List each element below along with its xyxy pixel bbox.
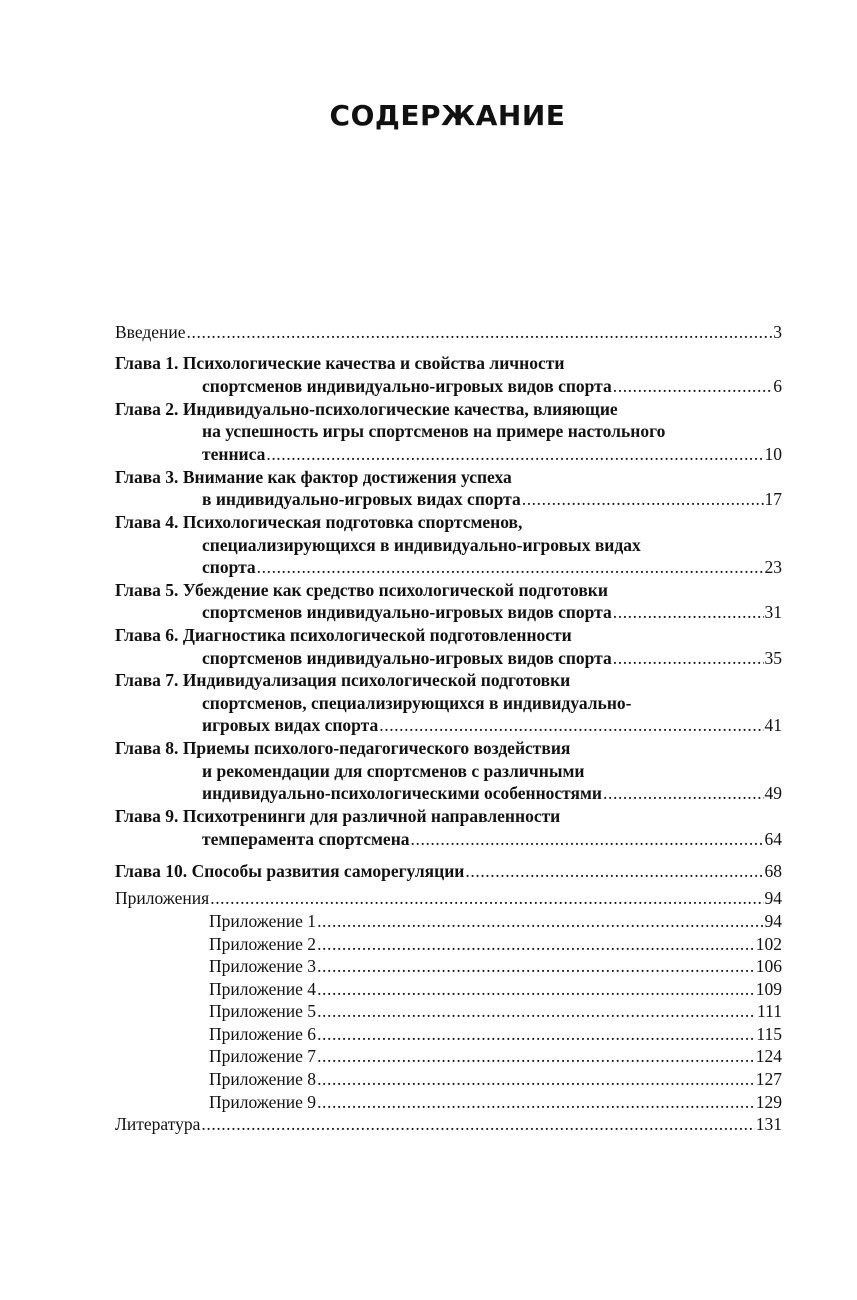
toc-page-number: 111 <box>757 1001 782 1021</box>
toc-appendix-9[interactable] <box>209 1092 782 1115</box>
toc-leader <box>522 489 764 510</box>
chapter-title-line: Психологические качества и свойства личности <box>182 353 565 373</box>
chapter-title-line: спорта <box>202 557 256 577</box>
toc-entry-text: Приложение 6 <box>209 1024 317 1044</box>
chapter-title-line: спортсменов индивидуально-игровых видов спорта <box>202 376 612 396</box>
toc-leader <box>411 829 764 850</box>
toc-chapter-4-last-line[interactable] <box>202 557 782 580</box>
toc-page-number: 49 <box>764 783 782 803</box>
chapter-title-line: Убеждение как средство психологической подготовки <box>182 580 608 600</box>
toc-appendix-3[interactable] <box>209 956 782 979</box>
chapter-title-line: спортсменов индивидуально-игровых видов спорта <box>202 648 612 668</box>
toc-leader <box>317 1024 755 1045</box>
chapter-label: Глава 6. <box>115 625 179 645</box>
chapter-title-line: специализирующихся в индивидуально-игровых видах <box>202 535 641 555</box>
chapter-title-line: на успешность игры спортсменов на примере настольного <box>202 421 666 441</box>
toc-page-number: 64 <box>764 829 782 849</box>
toc-appendix-6[interactable] <box>209 1024 782 1047</box>
toc-leader <box>210 888 763 909</box>
chapter-label: Глава 8. <box>115 738 179 758</box>
toc-entry-text: Приложение 7 <box>209 1046 317 1066</box>
toc-page-number: 115 <box>756 1024 782 1044</box>
chapter-title-line: Внимание как фактор достижения успеха <box>182 467 512 487</box>
toc-appendix-2[interactable] <box>209 934 782 957</box>
toc-page-number: 3 <box>773 322 782 342</box>
toc-appendix-5[interactable] <box>209 1001 782 1024</box>
toc-entry-appendices[interactable] <box>115 888 782 911</box>
toc-entry-text: Приложение 4 <box>209 979 317 999</box>
toc-page-number: 124 <box>755 1046 782 1066</box>
toc-leader <box>317 934 755 955</box>
chapter-title-line: спортсменов индивидуально-игровых видов спорта <box>202 602 612 622</box>
toc-page-number: 10 <box>764 444 782 464</box>
toc-leader <box>465 861 763 882</box>
toc-chapter-6-last-line[interactable] <box>202 648 782 671</box>
toc-entry-text: Литература <box>115 1114 201 1134</box>
toc-entry-text: Приложение 8 <box>209 1069 317 1089</box>
toc-chapter-6[interactable] <box>115 625 782 648</box>
toc-appendix-8[interactable] <box>209 1069 782 1092</box>
toc-entry-intro[interactable] <box>115 322 782 345</box>
toc-leader <box>613 602 764 623</box>
chapter-title-line: Приемы психолого-педагогического воздействия <box>182 738 571 758</box>
toc-leader <box>201 1114 754 1135</box>
toc-chapter-3-last-line[interactable] <box>202 489 782 512</box>
chapter-title-line: тенниса <box>202 444 266 464</box>
toc-chapter-8[interactable] <box>115 738 782 761</box>
toc-chapter-2[interactable] <box>115 399 782 422</box>
toc-page-number: 109 <box>755 979 782 999</box>
toc-entry-text: Приложение 3 <box>209 956 317 976</box>
toc-page-number: 41 <box>764 715 782 735</box>
toc-leader <box>266 444 763 465</box>
toc-entry-text: Приложение 1 <box>209 911 317 931</box>
toc-leader <box>317 1001 756 1022</box>
chapter-title-line: Способы развития саморегуляции <box>191 861 465 881</box>
toc-page-number: 6 <box>773 376 782 396</box>
toc-leader <box>317 1092 755 1113</box>
chapter-title-line: в индивидуально-игровых видах спорта <box>202 489 521 509</box>
toc-entry-text: Приложение 5 <box>209 1001 317 1021</box>
toc-page-number: 68 <box>764 861 782 881</box>
toc-page-number: 127 <box>755 1069 782 1089</box>
chapter-label: Глава 2. <box>115 399 179 419</box>
toc-page-number: 131 <box>755 1114 782 1134</box>
toc-leader <box>317 1069 755 1090</box>
toc-chapter-1-last-line[interactable] <box>202 376 782 399</box>
toc-chapter-10[interactable] <box>115 861 782 884</box>
toc-entry-text: Приложение 2 <box>209 934 317 954</box>
chapter-title-line: игровых видах спорта <box>202 715 379 735</box>
chapter-title-line: темперамента спортсмена <box>202 829 410 849</box>
toc-leader <box>379 715 763 736</box>
toc-leader <box>317 1046 755 1067</box>
toc-page-number: 31 <box>764 602 782 622</box>
toc-page-number: 23 <box>764 557 782 577</box>
toc-chapter-8-last-line[interactable] <box>202 783 782 806</box>
chapter-title-line: Психотренинги для различной направленности <box>182 806 561 826</box>
toc-entry-text: Приложения <box>115 888 210 908</box>
toc-leader <box>317 956 755 977</box>
toc-page-number: 35 <box>764 648 782 668</box>
toc-page-number: 94 <box>764 911 782 931</box>
toc-chapter-5[interactable] <box>115 580 782 603</box>
toc-appendix-1[interactable] <box>209 911 782 934</box>
toc-leader <box>603 783 763 804</box>
toc-chapter-8-line-2[interactable] <box>202 761 782 784</box>
toc-entry-text: Введение <box>115 322 186 342</box>
toc-page-number: 106 <box>755 956 782 976</box>
chapter-title-line: и рекомендации для спортсменов с различными <box>202 761 585 781</box>
toc-chapter-1[interactable] <box>115 353 782 376</box>
toc-page-number: 129 <box>755 1092 782 1112</box>
toc-chapter-2-line-2[interactable] <box>202 421 782 444</box>
toc-chapter-3[interactable] <box>115 467 782 490</box>
chapter-label: Глава 4. <box>115 512 179 532</box>
chapter-title-line: Индивидуально-психологические качества, влияющие <box>182 399 618 419</box>
toc-page-number: 17 <box>764 489 782 509</box>
toc-chapter-5-last-line[interactable] <box>202 602 782 625</box>
toc-page-number: 102 <box>755 934 782 954</box>
chapter-label: Глава 7. <box>115 670 179 690</box>
chapter-title-line: Индивидуализация психологической подготовки <box>182 670 571 690</box>
chapter-title-line: Психологическая подготовка спортсменов, <box>182 512 523 532</box>
toc-leader <box>613 376 773 397</box>
toc-appendix-7[interactable] <box>209 1046 782 1069</box>
toc-leader <box>317 911 763 932</box>
toc-chapter-9-last-line[interactable] <box>202 829 782 852</box>
toc-chapter-4-line-2[interactable] <box>202 535 782 558</box>
toc-chapter-9[interactable] <box>115 806 782 829</box>
page-title: СОДЕРЖАНИЕ <box>329 99 566 132</box>
toc-chapter-7-line-2[interactable] <box>202 693 782 716</box>
toc-entry-literature[interactable] <box>115 1114 782 1137</box>
toc-leader <box>257 557 764 578</box>
chapter-title-line: индивидуально-психологическими особенностями <box>202 783 603 803</box>
chapter-label: Глава 3. <box>115 467 179 487</box>
chapter-label: Глава 9. <box>115 806 179 826</box>
chapter-title-line: Диагностика психологической подготовленности <box>182 625 572 645</box>
chapter-label: Глава 5. <box>115 580 179 600</box>
toc-chapter-2-last-line[interactable] <box>202 444 782 467</box>
toc-entry-text: Приложение 9 <box>209 1092 317 1112</box>
toc-leader <box>187 322 773 343</box>
toc-chapter-7[interactable] <box>115 670 782 693</box>
chapter-label: Глава 10. <box>115 861 188 881</box>
toc-chapter-7-last-line[interactable] <box>202 715 782 738</box>
toc-appendix-4[interactable] <box>209 979 782 1002</box>
chapter-label: Глава 1. <box>115 353 179 373</box>
chapter-title-line: спортсменов, специализирующихся в индивидуально- <box>202 693 632 713</box>
toc-leader <box>613 648 764 669</box>
toc-leader <box>317 979 755 1000</box>
toc-chapter-4[interactable] <box>115 512 782 535</box>
toc-page-number: 94 <box>764 888 782 908</box>
